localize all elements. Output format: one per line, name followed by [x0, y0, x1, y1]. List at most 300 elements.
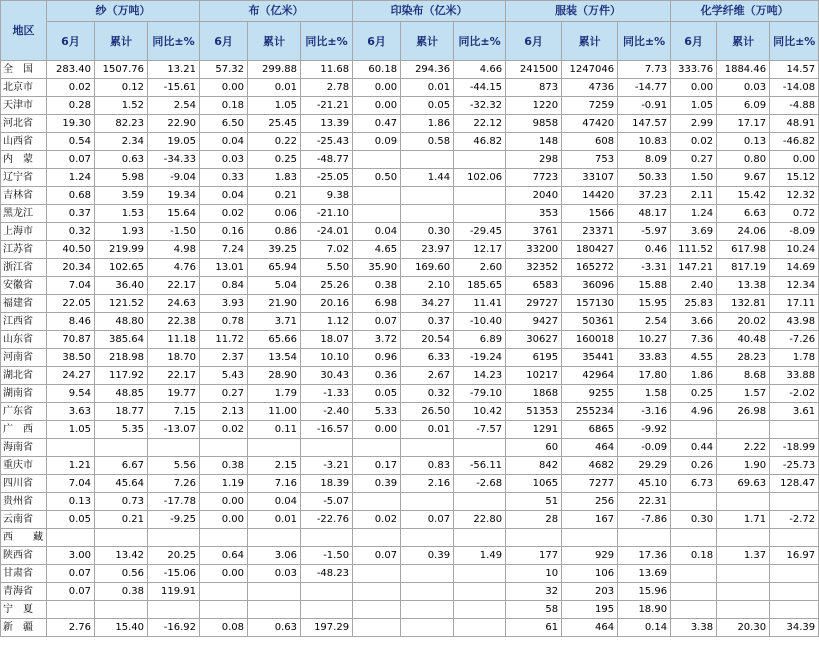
table-row	[1, 511, 819, 529]
table-row	[1, 187, 819, 205]
value-cell: -3.31	[618, 259, 671, 277]
value-cell: 22.17	[148, 367, 200, 385]
value-cell: 1884.46	[717, 61, 770, 79]
value-cell: 35.90	[353, 259, 401, 277]
region-header: 地区	[1, 1, 47, 61]
value-cell: 0.39	[353, 475, 401, 493]
value-cell: 6.63	[717, 205, 770, 223]
value-cell: 6865	[562, 421, 618, 439]
value-cell	[454, 151, 506, 169]
value-cell: 0.01	[248, 79, 301, 97]
table-row	[1, 331, 819, 349]
table-row	[1, 547, 819, 565]
table-row	[1, 457, 819, 475]
value-cell: 13.01	[200, 259, 248, 277]
value-cell	[454, 187, 506, 205]
value-cell	[717, 493, 770, 511]
value-cell	[717, 601, 770, 619]
value-cell: 0.05	[401, 97, 454, 115]
group-3-yoy-header: 同比±%	[618, 22, 671, 61]
value-cell: 0.00	[353, 421, 401, 439]
value-cell: 0.21	[248, 187, 301, 205]
value-cell: 60.18	[353, 61, 401, 79]
table-row	[1, 61, 819, 79]
value-cell: 0.13	[717, 133, 770, 151]
value-cell: 0.03	[717, 79, 770, 97]
value-cell: 0.03	[200, 151, 248, 169]
table-row	[1, 295, 819, 313]
value-cell: 18.39	[301, 475, 353, 493]
region-name-cell: 湖北省	[1, 367, 47, 385]
value-cell: -9.04	[148, 169, 200, 187]
value-cell: -7.57	[454, 421, 506, 439]
value-cell: 19.77	[148, 385, 200, 403]
value-cell: 1.78	[770, 349, 819, 367]
value-cell: 0.04	[200, 133, 248, 151]
value-cell	[248, 439, 301, 457]
value-cell	[47, 529, 95, 547]
value-cell: 0.36	[353, 367, 401, 385]
value-cell: 1.58	[618, 385, 671, 403]
value-cell: 1507.76	[95, 61, 148, 79]
value-cell: -7.26	[770, 331, 819, 349]
value-cell: 2.78	[301, 79, 353, 97]
value-cell: 0.01	[248, 511, 301, 529]
value-cell: 873	[506, 79, 562, 97]
value-cell: -2.72	[770, 511, 819, 529]
value-cell: 65.94	[248, 259, 301, 277]
table-row	[1, 259, 819, 277]
group-4-yoy-header: 同比±%	[770, 22, 819, 61]
value-cell	[454, 601, 506, 619]
value-cell: 0.72	[770, 205, 819, 223]
value-cell: 45.10	[618, 475, 671, 493]
value-cell: 18.90	[618, 601, 671, 619]
value-cell	[301, 583, 353, 601]
value-cell: 0.63	[95, 151, 148, 169]
value-cell: 617.98	[717, 241, 770, 259]
table-row	[1, 385, 819, 403]
value-cell: 20.30	[717, 619, 770, 637]
value-cell: -34.33	[148, 151, 200, 169]
value-cell: 69.63	[717, 475, 770, 493]
value-cell: 1.37	[717, 547, 770, 565]
value-cell: 0.03	[248, 565, 301, 583]
table-row	[1, 151, 819, 169]
value-cell: 0.02	[200, 205, 248, 223]
value-cell: 929	[562, 547, 618, 565]
value-cell: 23371	[562, 223, 618, 241]
value-cell: 7.26	[148, 475, 200, 493]
value-cell: -3.16	[618, 403, 671, 421]
value-cell: 20.16	[301, 295, 353, 313]
region-name-cell: 重庆市	[1, 457, 47, 475]
value-cell: 102.06	[454, 169, 506, 187]
value-cell: 0.38	[200, 457, 248, 475]
value-cell: 11.41	[454, 295, 506, 313]
value-cell: 0.37	[401, 313, 454, 331]
value-cell: -16.57	[301, 421, 353, 439]
group-4-cumulative-header: 累计	[717, 22, 770, 61]
value-cell: 19.30	[47, 115, 95, 133]
group-header-yarn: 纱（万吨）	[47, 1, 200, 22]
value-cell: -7.86	[618, 511, 671, 529]
value-cell: 40.50	[47, 241, 95, 259]
value-cell: 14.23	[454, 367, 506, 385]
value-cell: 132.81	[717, 295, 770, 313]
value-cell: 283.40	[47, 61, 95, 79]
value-cell: -5.97	[618, 223, 671, 241]
value-cell	[717, 421, 770, 439]
value-cell: 0.07	[401, 511, 454, 529]
value-cell: 5.33	[353, 403, 401, 421]
value-cell: 1.19	[200, 475, 248, 493]
value-cell: 22.05	[47, 295, 95, 313]
value-cell: 0.63	[248, 619, 301, 637]
value-cell	[770, 565, 819, 583]
group-1-cumulative-header: 累计	[248, 22, 301, 61]
value-cell: 1.71	[717, 511, 770, 529]
value-cell: 0.28	[47, 97, 95, 115]
value-cell: 4.98	[148, 241, 200, 259]
value-cell: 2.76	[47, 619, 95, 637]
value-cell	[717, 583, 770, 601]
group-3-month-header: 6月	[506, 22, 562, 61]
value-cell	[401, 493, 454, 511]
value-cell: 17.36	[618, 547, 671, 565]
value-cell: 26.50	[401, 403, 454, 421]
value-cell: 32	[506, 583, 562, 601]
table-row	[1, 529, 819, 547]
value-cell: 40.48	[717, 331, 770, 349]
value-cell: -2.40	[301, 403, 353, 421]
region-name-cell: 甘肃省	[1, 565, 47, 583]
value-cell	[671, 421, 717, 439]
value-cell: 0.01	[401, 79, 454, 97]
value-cell: 2.13	[200, 403, 248, 421]
value-cell: 6195	[506, 349, 562, 367]
value-cell	[454, 565, 506, 583]
value-cell: 195	[562, 601, 618, 619]
value-cell: -22.76	[301, 511, 353, 529]
value-cell: 42964	[562, 367, 618, 385]
value-cell: 3.71	[248, 313, 301, 331]
table-row	[1, 475, 819, 493]
value-cell: 15.42	[717, 187, 770, 205]
value-cell: 10.27	[618, 331, 671, 349]
value-cell	[301, 439, 353, 457]
value-cell: 15.12	[770, 169, 819, 187]
table-row	[1, 601, 819, 619]
value-cell: 8.46	[47, 313, 95, 331]
value-cell: 1.79	[248, 385, 301, 403]
group-4-month-header: 6月	[671, 22, 717, 61]
value-cell: 7277	[562, 475, 618, 493]
value-cell: 0.07	[353, 547, 401, 565]
value-cell: 14.57	[770, 61, 819, 79]
value-cell: 6.73	[671, 475, 717, 493]
region-name-cell: 天津市	[1, 97, 47, 115]
value-cell: 37.23	[618, 187, 671, 205]
value-cell: 10.10	[301, 349, 353, 367]
value-cell	[301, 529, 353, 547]
value-cell: -79.10	[454, 385, 506, 403]
value-cell: 2.40	[671, 277, 717, 295]
value-cell: 82.23	[95, 115, 148, 133]
value-cell: 241500	[506, 61, 562, 79]
region-name-cell: 云南省	[1, 511, 47, 529]
group-2-yoy-header: 同比±%	[454, 22, 506, 61]
value-cell: 18.70	[148, 349, 200, 367]
value-cell	[200, 601, 248, 619]
value-cell: 0.04	[200, 187, 248, 205]
value-cell: 7.16	[248, 475, 301, 493]
value-cell: 0.00	[200, 565, 248, 583]
value-cell	[454, 205, 506, 223]
value-cell: 2.16	[401, 475, 454, 493]
value-cell: 0.30	[401, 223, 454, 241]
region-name-cell: 广 西	[1, 421, 47, 439]
value-cell: 0.02	[353, 511, 401, 529]
value-cell: 0.09	[353, 133, 401, 151]
value-cell: 6.67	[95, 457, 148, 475]
value-cell: 30627	[506, 331, 562, 349]
table-row	[1, 277, 819, 295]
value-cell: 0.01	[401, 421, 454, 439]
value-cell: 165272	[562, 259, 618, 277]
value-cell: 33.88	[770, 367, 819, 385]
value-cell: 12.32	[770, 187, 819, 205]
value-cell: -5.07	[301, 493, 353, 511]
value-cell: 12.34	[770, 277, 819, 295]
value-cell: 2.60	[454, 259, 506, 277]
group-0-yoy-header: 同比±%	[148, 22, 200, 61]
table-row	[1, 619, 819, 637]
value-cell: 0.47	[353, 115, 401, 133]
value-cell: 9.54	[47, 385, 95, 403]
value-cell: 0.05	[353, 385, 401, 403]
table-row	[1, 97, 819, 115]
region-name-cell: 福建省	[1, 295, 47, 313]
value-cell: 4.76	[148, 259, 200, 277]
value-cell: 17.11	[770, 295, 819, 313]
value-cell: 7.24	[200, 241, 248, 259]
value-cell: 0.04	[248, 493, 301, 511]
value-cell: 0.26	[671, 457, 717, 475]
header-row-groups	[1, 1, 819, 22]
value-cell: 0.32	[47, 223, 95, 241]
value-cell: 608	[562, 133, 618, 151]
value-cell: 0.18	[200, 97, 248, 115]
value-cell: 2.22	[717, 439, 770, 457]
value-cell: 0.27	[200, 385, 248, 403]
region-name-cell: 贵州省	[1, 493, 47, 511]
value-cell	[671, 601, 717, 619]
value-cell: 15.64	[148, 205, 200, 223]
value-cell: 0.02	[47, 79, 95, 97]
table-row	[1, 79, 819, 97]
value-cell	[95, 529, 148, 547]
value-cell	[353, 493, 401, 511]
value-cell: 20.34	[47, 259, 95, 277]
value-cell: 2.15	[248, 457, 301, 475]
value-cell	[618, 529, 671, 547]
value-cell: 46.82	[454, 133, 506, 151]
value-cell	[770, 493, 819, 511]
value-cell: 128.47	[770, 475, 819, 493]
value-cell: 3.38	[671, 619, 717, 637]
group-2-cumulative-header: 累计	[401, 22, 454, 61]
value-cell: 1.05	[47, 421, 95, 439]
value-cell	[47, 601, 95, 619]
value-cell: 9858	[506, 115, 562, 133]
table-row	[1, 565, 819, 583]
value-cell: 2.11	[671, 187, 717, 205]
value-cell	[353, 565, 401, 583]
value-cell: -2.68	[454, 475, 506, 493]
table-row	[1, 349, 819, 367]
region-name-cell: 全 国	[1, 61, 47, 79]
table-row	[1, 421, 819, 439]
value-cell: -15.06	[148, 565, 200, 583]
value-cell: 1247046	[562, 61, 618, 79]
value-cell: -0.09	[618, 439, 671, 457]
value-cell: 7723	[506, 169, 562, 187]
value-cell: 185.65	[454, 277, 506, 295]
region-name-cell: 河南省	[1, 349, 47, 367]
value-cell: 0.00	[353, 97, 401, 115]
value-cell: -14.77	[618, 79, 671, 97]
value-cell	[248, 601, 301, 619]
value-cell: 1.86	[401, 115, 454, 133]
group-3-cumulative-header: 累计	[562, 22, 618, 61]
value-cell: 6.89	[454, 331, 506, 349]
group-header-garments: 服装（万件）	[506, 1, 671, 22]
region-name-cell: 西 藏	[1, 529, 47, 547]
value-cell: 24.06	[717, 223, 770, 241]
value-cell: 4.55	[671, 349, 717, 367]
value-cell: 48.85	[95, 385, 148, 403]
value-cell: 0.84	[200, 277, 248, 295]
value-cell	[401, 439, 454, 457]
value-cell	[401, 601, 454, 619]
value-cell: 7.36	[671, 331, 717, 349]
value-cell: 106	[562, 565, 618, 583]
value-cell	[401, 529, 454, 547]
value-cell: 7.04	[47, 277, 95, 295]
value-cell	[717, 565, 770, 583]
value-cell: 0.44	[671, 439, 717, 457]
value-cell: 255234	[562, 403, 618, 421]
value-cell: 25.26	[301, 277, 353, 295]
value-cell: 1.93	[95, 223, 148, 241]
value-cell: 6583	[506, 277, 562, 295]
value-cell: 33.83	[618, 349, 671, 367]
value-cell: 842	[506, 457, 562, 475]
value-cell: 8.09	[618, 151, 671, 169]
table-row	[1, 493, 819, 511]
value-cell: 1.86	[671, 367, 717, 385]
value-cell: 5.98	[95, 169, 148, 187]
value-cell: 33107	[562, 169, 618, 187]
value-cell: 0.96	[353, 349, 401, 367]
value-cell	[301, 601, 353, 619]
value-cell: 0.07	[47, 151, 95, 169]
value-cell: 51	[506, 493, 562, 511]
value-cell: -16.92	[148, 619, 200, 637]
value-cell	[770, 529, 819, 547]
value-cell: 0.83	[401, 457, 454, 475]
value-cell	[148, 601, 200, 619]
value-cell: 102.65	[95, 259, 148, 277]
value-cell: 1.24	[47, 169, 95, 187]
value-cell: -25.05	[301, 169, 353, 187]
value-cell	[95, 601, 148, 619]
value-cell: 28	[506, 511, 562, 529]
value-cell: 50361	[562, 313, 618, 331]
value-cell: 5.50	[301, 259, 353, 277]
value-cell: 26.98	[717, 403, 770, 421]
value-cell: 9427	[506, 313, 562, 331]
value-cell: 50.33	[618, 169, 671, 187]
value-cell: 1.49	[454, 547, 506, 565]
value-cell: 25.83	[671, 295, 717, 313]
value-cell: 47420	[562, 115, 618, 133]
region-name-cell: 浙江省	[1, 259, 47, 277]
value-cell: 299.88	[248, 61, 301, 79]
value-cell: 1868	[506, 385, 562, 403]
value-cell: 19.05	[148, 133, 200, 151]
value-cell: -17.78	[148, 493, 200, 511]
value-cell: 22.38	[148, 313, 200, 331]
table-row	[1, 439, 819, 457]
value-cell: 9.38	[301, 187, 353, 205]
value-cell: 4.96	[671, 403, 717, 421]
value-cell: 4736	[562, 79, 618, 97]
value-cell: 464	[562, 619, 618, 637]
value-cell: 0.02	[200, 421, 248, 439]
value-cell: 1.90	[717, 457, 770, 475]
value-cell: 24.27	[47, 367, 95, 385]
value-cell: 0.80	[717, 151, 770, 169]
region-name-cell: 河北省	[1, 115, 47, 133]
value-cell: 4.65	[353, 241, 401, 259]
value-cell: 11.18	[148, 331, 200, 349]
value-cell: 160018	[562, 331, 618, 349]
region-name-cell: 海南省	[1, 439, 47, 457]
value-cell: 10.83	[618, 133, 671, 151]
value-cell: -10.40	[454, 313, 506, 331]
value-cell: 7.02	[301, 241, 353, 259]
group-0-month-header: 6月	[47, 22, 95, 61]
value-cell	[47, 439, 95, 457]
value-cell: 1.44	[401, 169, 454, 187]
value-cell: 17.80	[618, 367, 671, 385]
value-cell: -46.82	[770, 133, 819, 151]
value-cell: 57.32	[200, 61, 248, 79]
value-cell: 65.66	[248, 331, 301, 349]
value-cell: -18.99	[770, 439, 819, 457]
group-header-chemical-fiber: 化学纤维（万吨）	[671, 1, 819, 22]
value-cell	[248, 583, 301, 601]
value-cell: 256	[562, 493, 618, 511]
value-cell: 13.39	[301, 115, 353, 133]
value-cell	[353, 619, 401, 637]
value-cell: 10217	[506, 367, 562, 385]
value-cell: 0.46	[618, 241, 671, 259]
value-cell: 2.54	[618, 313, 671, 331]
value-cell: 0.25	[248, 151, 301, 169]
